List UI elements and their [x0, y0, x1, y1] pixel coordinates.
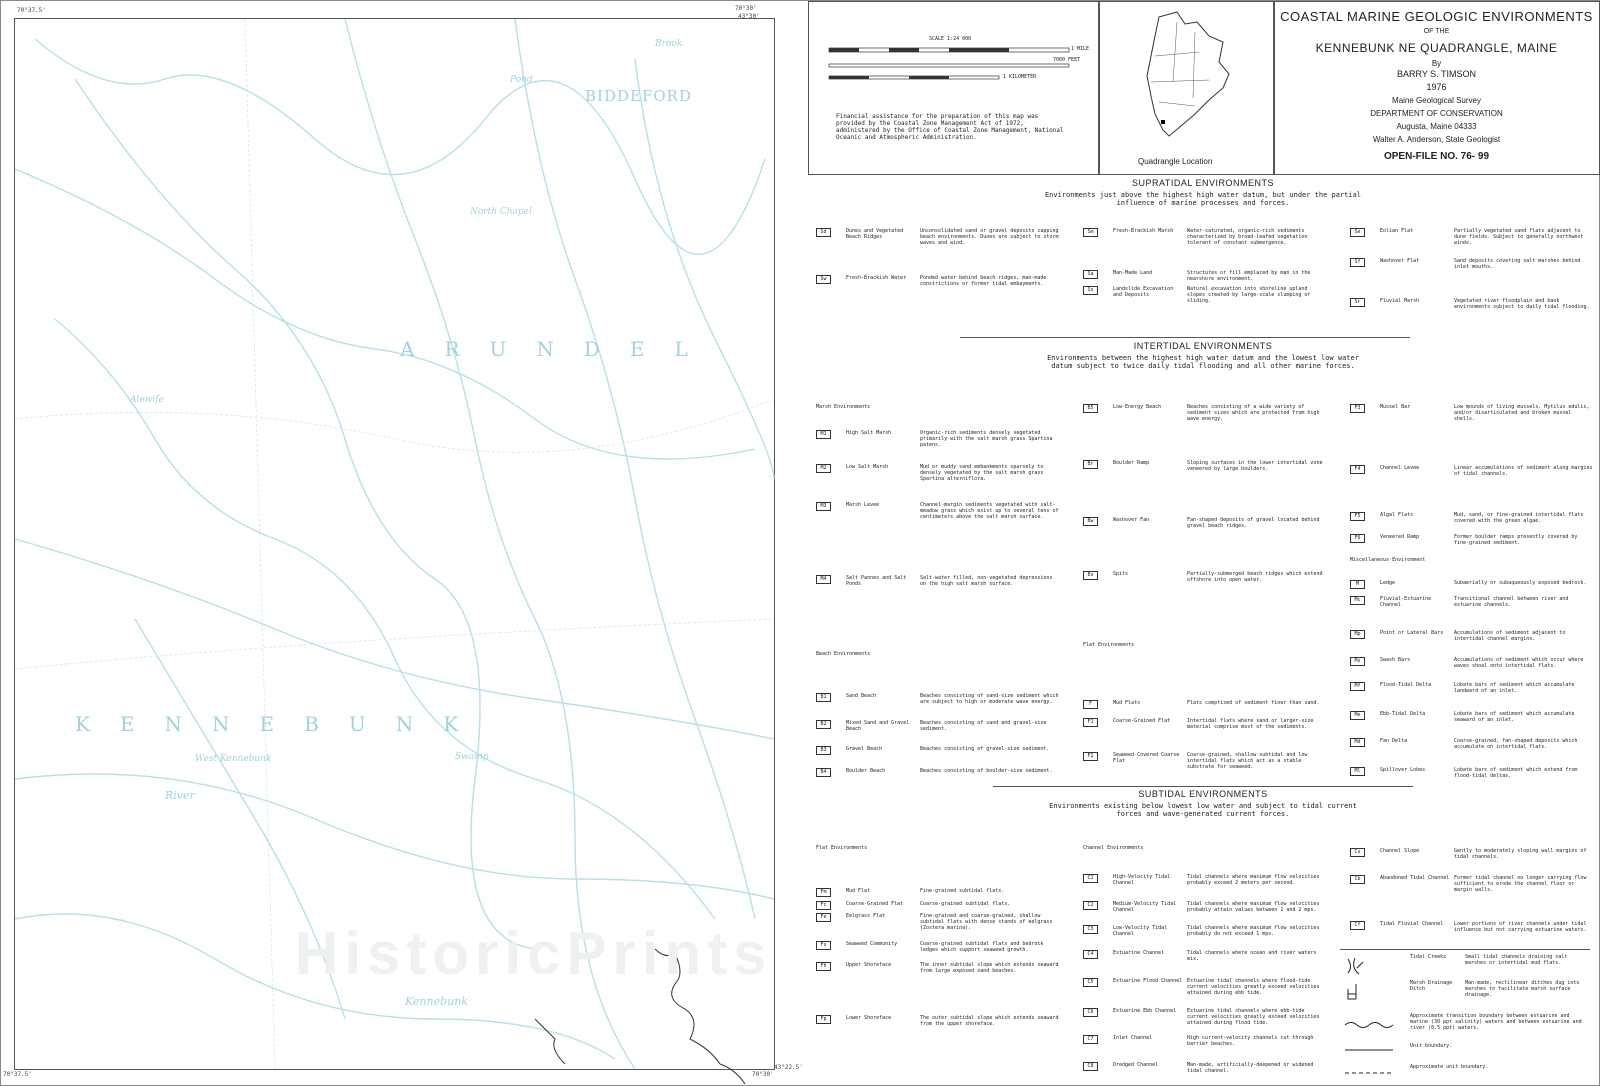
symbols-divider	[1340, 949, 1590, 950]
place-west-kennebunk: West Kennebunk	[195, 754, 272, 764]
watermark: HistoricPrints	[295, 920, 773, 987]
legend-description: Man-made, artificially-deepened or widened tidal channel.	[1187, 1062, 1314, 1074]
subtidal-section	[808, 789, 1598, 818]
legend-name: Swash Bars	[1380, 657, 1411, 663]
legend-code: F6	[1350, 534, 1365, 543]
scale-title: SCALE 1:24 000	[929, 36, 972, 42]
legend-code: Ml	[1350, 767, 1365, 776]
legend-description: Accumulations of sediment which occur where waves shoal onto intertidal flats.	[1454, 657, 1584, 669]
legend-description: Partially vegetated sand flats adjacent to dune fields. Subject to generally northwest winds.	[1454, 228, 1584, 246]
legend-name: Spillover Lobes	[1380, 767, 1426, 773]
legend-name: Estuarine Flood Channel	[1113, 978, 1183, 984]
legend-description: Lobate bars of sediment which accumulate seaward of an inlet.	[1454, 711, 1575, 723]
legend-name: Washover Flat	[1380, 258, 1420, 264]
legend-name: Algal Flats	[1380, 512, 1414, 518]
symbol-entry	[1410, 1043, 1595, 1049]
legend-code: C6	[1083, 1008, 1098, 1017]
group-subtidal-channel: Channel Environments	[1083, 845, 1144, 851]
legend-description: Tidal channels where maximum flow velocities probably attain values between 1 and 2 mps.	[1187, 901, 1320, 913]
legend-code: M	[1350, 580, 1365, 589]
legend-description: Tidal channels where maximum flow velocities probably exceed 2 meters per second.	[1187, 874, 1320, 886]
legend-name: Fresh-Brackish Marsh	[1113, 228, 1174, 234]
legend-description: Lobate bars of sediment which extend from flood-tidal deltas.	[1454, 767, 1578, 779]
supratidal-heading: SUPRATIDAL ENVIRONMENTS	[1131, 178, 1275, 188]
maine-outline-map	[1099, 2, 1274, 152]
legend-description: Vegetated river floodplain and bank environments subject to daily tidal flooding.	[1454, 298, 1590, 310]
legend-code: Mc	[1350, 596, 1365, 605]
legend-code: Bw	[1083, 517, 1098, 526]
symbol-entry	[1410, 1013, 1595, 1031]
legend-name: Seaweed Community	[846, 941, 898, 947]
legend-description: The outer subtidal slope which extends seaward from the upper shoreface.	[920, 1015, 1059, 1027]
legend-name: Lower Shoreface	[846, 1015, 892, 1021]
place-swamp: Swamp	[455, 752, 489, 762]
legend-code: Fs	[816, 941, 831, 950]
legend-code: B5	[1083, 404, 1098, 413]
legend-name: Washover Fan	[1113, 517, 1150, 523]
legend-code: C8	[1083, 1062, 1098, 1071]
legend-description: Gently to moderately sloping wall margins of tidal channels.	[1454, 848, 1587, 860]
place-north-chapel: North Chapel	[470, 207, 532, 217]
place-kennebunk: KENNEBUNK	[75, 712, 489, 736]
legend-name: Landslide Excavation and Deposits	[1113, 286, 1174, 298]
group-misc: Miscellaneous Environment	[1350, 557, 1426, 563]
legend-name: Fluvial-Estuarine Channel	[1380, 596, 1432, 608]
corner-latitude-top-right: 43°30'	[738, 13, 760, 20]
legend-code: M3	[816, 502, 831, 511]
legend-description: Salt-water filled, non-vegetated depressions on the high salt marsh surface.	[920, 575, 1053, 587]
legend-description: Mud, sand, or fine-grained intertidal flats covered with the green algae.	[1454, 512, 1584, 524]
subtidal-heading: SUBTIDAL ENVIRONMENTS	[1138, 789, 1268, 799]
legend-name: Eolian Flat	[1380, 228, 1414, 234]
legend-code: Ms	[1350, 657, 1365, 666]
legend-code: Ss	[1083, 286, 1098, 295]
group-subtidal-flat: Flat Environments	[816, 845, 868, 851]
corner-coordinate-bottom-right: 70°30'	[752, 1071, 774, 1078]
corner-latitude-bottom-right: 43°22.5'	[774, 1064, 803, 1071]
legend-description: Coarse-grained subtidal flats.	[920, 901, 1011, 907]
legend-description: Structures or fill emplaced by man in the nearshore environment.	[1187, 270, 1311, 282]
legend-name: Estuarine Ebb Channel	[1113, 1008, 1177, 1014]
symbol-name: Tidal Creeks	[1410, 954, 1447, 960]
symbol-description: Small tidal channels draining salt marshes or intertidal mud flats.	[1465, 954, 1568, 966]
symbol-entry	[1410, 980, 1595, 998]
legend-name: Gravel Beach	[846, 746, 883, 752]
legend-name: Abandoned Tidal Channel	[1380, 875, 1450, 881]
legend-name: Mussel Bar	[1380, 404, 1411, 410]
legend-name: Dredged Channel	[1113, 1062, 1159, 1068]
legend-code: F1	[1083, 718, 1098, 727]
scale-mile-label: 1 MILE	[1071, 46, 1090, 52]
legend-description: Coarse-grained, shallow subtidal and low intertidal flats which act as a stable substrate for seaweed.	[1187, 752, 1308, 770]
group-flat: Flat Environments	[1083, 642, 1135, 648]
legend-code: Fc	[816, 901, 831, 910]
legend-name: Fan Delta	[1380, 738, 1408, 744]
place-river: River	[165, 789, 195, 802]
legend-code: Mf	[1350, 682, 1365, 691]
legend-description: Natural excavation into shoreline upland slopes created by large-scale slumping or sliding.	[1187, 286, 1311, 304]
legend-description: Former boulder ramps presently covered by fine-grained sediment.	[1454, 534, 1578, 546]
department-name: DEPARTMENT OF CONSERVATION	[1370, 109, 1503, 118]
supratidal-description: Environments just above the highest high water datum, but under the partial influence of marine processes and forces.	[1044, 191, 1362, 207]
legend-code: Sd	[816, 228, 831, 237]
legend-description: Fan-shaped deposits of gravel located behind gravel beach ridges.	[1187, 517, 1320, 529]
legend-description: Sand deposits covering salt marshes behind inlet mouths.	[1454, 258, 1581, 270]
legend-code: C5	[1083, 978, 1098, 987]
place-pond: Pond	[510, 75, 533, 85]
scale-feet-label: 7000 FEET	[1053, 57, 1081, 63]
legend-code: M4	[816, 575, 831, 584]
legend-name: Flood-Tidal Delta	[1380, 682, 1432, 688]
legend-description: Beaches consisting of boulder-size sediment.	[920, 768, 1053, 774]
legend-code: C7	[1083, 1035, 1098, 1044]
legend-code: Mp	[1350, 630, 1365, 639]
legend-code: C1	[1083, 874, 1098, 883]
title-of-the: OF THE	[1423, 28, 1450, 35]
intertidal-description: Environments between the highest high water datum and the lowest low water datum subject to twice daily tidal flooding and all other marine forces.	[1047, 354, 1359, 370]
topographic-map[interactable]	[14, 5, 775, 1070]
legend-description: Channel-margin sediments vegetated with salt-meadow grass which exist up to several tens of centimeters above the salt marsh surface.	[920, 502, 1059, 520]
legend-code: Sr	[1350, 298, 1365, 307]
legend-name: Low-Energy Beach	[1113, 404, 1162, 410]
legend-name: Boulder Beach	[846, 768, 886, 774]
map-linework	[15, 19, 774, 1069]
legend-description: Sloping surfaces in the lower intertidal zone veneered by large boulders.	[1187, 460, 1323, 472]
legend-name: Low-Velocity Tidal Channel	[1113, 925, 1168, 937]
legend-description: Water-saturated, organic-rich sediments characterized by broad-leafed vegetation tolerant of constant submergence.	[1187, 228, 1308, 246]
legend-description: Lower portions of river channels under tidal influence but not carrying estuarine waters.	[1454, 921, 1587, 933]
intertidal-heading: INTERTIDAL ENVIRONMENTS	[1133, 341, 1273, 351]
legend-code: Fm	[816, 888, 831, 897]
legend-name: Seaweed-Covered Coarse Flat	[1113, 752, 1180, 764]
legend-name: Fresh-Brackish Water	[846, 275, 907, 281]
author: BARRY S. TIMSON	[1396, 69, 1477, 79]
symbol-entry	[1410, 954, 1595, 966]
legend-code: Sa	[1083, 270, 1098, 279]
intertidal-section	[808, 341, 1598, 370]
legend-description: Accumulations of sediment adjacent to intertidal channel margins.	[1454, 630, 1566, 642]
legend-name: Mud Flat	[846, 888, 871, 894]
legend-description: Linear accumulations of sediment along margins of tidal channels.	[1454, 465, 1593, 477]
legend-name: Eelgrass Flat	[846, 913, 886, 919]
legend-code: Cb	[1350, 875, 1365, 884]
symbol-description: Man-made, rectilinear ditches dug into marshes to facilitate marsh surface drainage.	[1465, 980, 1580, 998]
legend-description: Coarse-grained subtidal flats and bedrock ledges which support seaweed growth.	[920, 941, 1044, 953]
legend-description: The inner subtidal slope which extends seaward from large exposed sand beaches.	[920, 962, 1059, 974]
legend-code: B4	[816, 768, 831, 777]
legend-name: Ledge	[1380, 580, 1396, 586]
legend-description: Fine-grained and coarse-grained, shallow subtidal flats with dense stands of eelgrass (Zostera marina).	[920, 913, 1053, 931]
group-beach: Beach Environments	[816, 651, 871, 657]
legend-description: Low mounds of living mussels, Mytilus edulis, and/or disarticulated and broken mussel shells.	[1454, 404, 1590, 422]
legend-name: Channel Slope	[1380, 848, 1420, 854]
place-alewife: Alewife	[130, 395, 164, 405]
symbol-description: Unit boundary.	[1410, 1043, 1453, 1049]
legend-name: Ebb-Tidal Delta	[1380, 711, 1426, 717]
legend-name: Upper Shoreface	[846, 962, 892, 968]
supratidal-section	[808, 178, 1598, 207]
legend-description: Estuarine tidal channels where flood-tide current velocities greatly exceed velocities attained during ebb tide.	[1187, 978, 1320, 996]
legend-code: Fe	[816, 913, 831, 922]
legend-description: Beaches consisting of gravel-size sediment.	[920, 746, 1050, 752]
legend-description: Mud or muddy sand embankments sparsely to densely vegetated by the salt marsh grass Spartina alterniflora.	[920, 464, 1044, 482]
legend-name: Spits	[1113, 571, 1129, 577]
scale-km-label: 1 KILOMETER	[1003, 74, 1037, 80]
legend-code: M1	[816, 430, 831, 439]
legend-name: Marsh Levee	[846, 502, 880, 508]
state-geologist: Walter A. Anderson, State Geologist	[1372, 135, 1501, 144]
symbol-name: Marsh Drainage Ditch	[1410, 980, 1453, 992]
legend-code: F4	[1350, 465, 1365, 474]
legend-description: Partially-submerged beach ridges which extend offshore into open water.	[1187, 571, 1323, 583]
legend-name: Fluvial Marsh	[1380, 298, 1420, 304]
place-brook: Brook	[655, 39, 683, 49]
legend-code: F3	[1350, 404, 1365, 413]
legend-code: C4	[1083, 950, 1098, 959]
legend-description: Coarse-grained, fan-shaped deposits which accumulate on intertidal flats.	[1454, 738, 1578, 750]
legend-code: Cf	[1350, 921, 1365, 930]
legend-description: Organic-rich sediments densely vegetated primarily with the salt marsh grass Spartina patens.	[920, 430, 1053, 448]
legend-name: Man-Made Land	[1113, 270, 1153, 276]
open-file-number: OPEN-FILE NO. 76- 99	[1383, 151, 1490, 162]
location-caption: Quadrangle Location	[1138, 157, 1213, 166]
legend-code: Sf	[1350, 258, 1365, 267]
symbol-entry	[1410, 1064, 1595, 1070]
legend-description: Beaches consisting of sand-size sediment which are subject to high or moderate wave energy.	[920, 693, 1059, 705]
legend-code: F5	[1350, 512, 1365, 521]
legend-name: Low Salt Marsh	[846, 464, 889, 470]
location-panel	[1098, 1, 1275, 175]
legend-description: Former tidal channel no longer carrying flow sufficient to erode the channel floor or margin walls.	[1454, 875, 1587, 893]
legend-description: Transitional channel between river and estuarine channels.	[1454, 596, 1569, 608]
legend-name: Point or Lateral Bars	[1380, 630, 1444, 636]
legend-code: F	[1083, 700, 1098, 709]
place-arundel: ARUNDEL	[400, 337, 718, 361]
legend-name: Coarse-Grained Flat	[1113, 718, 1171, 724]
legend-code: F2	[1083, 752, 1098, 761]
legend-name: Channel Levee	[1380, 465, 1420, 471]
legend-description: Subaerially or subaqueously exposed bedrock.	[1454, 580, 1587, 586]
legend-description: Estuarine tidal channels where ebb-tide current velocities greatly exceed velocities attained during flood tide.	[1187, 1008, 1320, 1026]
legend-description: Intertidal flats where sand or larger-size material comprise most of the sediments.	[1187, 718, 1314, 730]
publication-year: 1976	[1426, 82, 1447, 92]
legend-description: Flats comprised of sediment finer than sand.	[1187, 700, 1320, 706]
corner-coordinate-bottom-left: 70°37.5'	[3, 1071, 32, 1078]
legend-name: Coarse-Grained Flat	[846, 901, 904, 907]
legend-description: Tidal channels where maximum flow velocities probably do not exceed 1 mps.	[1187, 925, 1320, 937]
scale-panel	[808, 1, 1100, 175]
legend-name: Inlet Channel	[1113, 1035, 1153, 1041]
symbol-glyphs	[1343, 954, 1403, 1074]
legend-code: Fp	[816, 1015, 831, 1024]
legend-name: Dunes and Vegetated Beach Ridges	[846, 228, 904, 240]
survey-address: Augusta, Maine 04333	[1396, 122, 1477, 131]
map-title: COASTAL MARINE GEOLOGIC ENVIRONMENTS	[1280, 9, 1593, 24]
legend-code: M2	[816, 464, 831, 473]
legend-code: Fh	[816, 962, 831, 971]
legend-code: Md	[1350, 738, 1365, 747]
legend-name: Estuarine Channel	[1113, 950, 1165, 956]
quadrangle-title: KENNEBUNK NE QUADRANGLE, MAINE	[1315, 41, 1558, 55]
legend-name: High-Velocity Tidal Channel	[1113, 874, 1171, 886]
group-marsh: Marsh Environments	[816, 404, 871, 410]
legend-name: Mixed Sand and Gravel Beach	[846, 720, 910, 732]
corner-coordinate-top-right: 70°30'	[735, 5, 757, 12]
legend-name: Boulder Ramp	[1113, 460, 1150, 466]
corner-coordinate-top-left: 70°37.5'	[17, 7, 46, 14]
scale-bar	[809, 2, 1099, 102]
subtidal-description: Environments existing below lowest low water and subject to tidal current forces and wave-generated current forces.	[1049, 802, 1357, 818]
title-by: By	[1431, 59, 1442, 68]
legend-code: Se	[1350, 228, 1365, 237]
legend-code: Sw	[816, 275, 831, 284]
legend-code: Me	[1350, 711, 1365, 720]
place-biddeford: BIDDEFORD	[585, 87, 692, 105]
legend-description: Lobate bars of sediment which accumulate landward of an inlet.	[1454, 682, 1575, 694]
legend-name: Mud Flats	[1113, 700, 1141, 706]
legend-code: C3	[1083, 925, 1098, 934]
legend-name: Tidal Fluvial Channel	[1380, 921, 1444, 927]
legend-code: Bs	[1083, 571, 1098, 580]
legend-name: Veneered Ramp	[1380, 534, 1420, 540]
legend-description: Tidal channels where ocean and river waters mix.	[1187, 950, 1317, 962]
symbol-description: Approximate transition boundary between estuarine and marine (30 ppt salinity) waters and between estuarine and river (0.5 ppt) waters.	[1410, 1013, 1582, 1031]
legend-code: B3	[816, 746, 831, 755]
legend-description: Beaches consisting of sand and gravel-size sediment.	[920, 720, 1047, 732]
legend-code: Cs	[1350, 848, 1365, 857]
section-divider	[960, 337, 1410, 338]
legend-name: Sand Beach	[846, 693, 877, 699]
legend-code: B2	[816, 720, 831, 729]
survey-name: Maine Geological Survey	[1392, 96, 1481, 105]
legend-name: Salt Pannes and Salt Ponds	[846, 575, 907, 587]
legend-description: Unconsolidated sand or gravel deposits capping beach environments. Dunes are subject to storm waves and wind.	[920, 228, 1059, 246]
legend-description: High current-velocity channels cut through barrier beaches.	[1187, 1035, 1314, 1047]
legend-description: Ponded water behind beach ridges, man-made constrictions or former tidal embayments.	[920, 275, 1047, 287]
legend-name: Medium-Velocity Tidal Channel	[1113, 901, 1177, 913]
financial-note: Financial assistance for the preparation of this map was provided by the Coastal Zone Management Act of 1972, administered by the Office of Coastal Zone Management, National Oceanic and Atmospheric Administration.	[836, 113, 1064, 141]
legend-code: B1	[816, 693, 831, 702]
legend-name: High Salt Marsh	[846, 430, 892, 436]
legend-code: C2	[1083, 901, 1098, 910]
legend-code: Sm	[1083, 228, 1098, 237]
section-divider-2	[993, 786, 1413, 787]
symbol-description: Approximate unit boundary.	[1410, 1064, 1489, 1070]
legend-description: Beaches consisting of a wide variety of sediment sizes which are protected from high wave energy.	[1187, 404, 1320, 422]
place-kennebunk-town: Kennebunk	[405, 995, 468, 1008]
title-block	[1273, 1, 1600, 175]
legend-description: Fine-grained subtidal flats.	[920, 888, 1005, 894]
legend-code: Br	[1083, 460, 1098, 469]
